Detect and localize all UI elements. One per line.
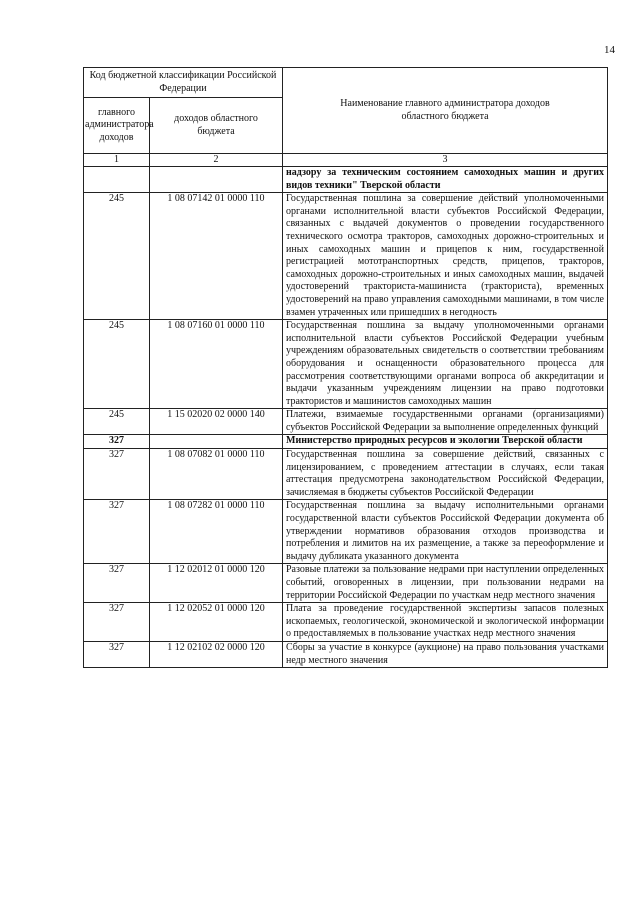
admin-code-cell: 245 — [84, 320, 150, 409]
page-number: 14 — [604, 44, 615, 56]
income-code-cell: 1 12 02052 01 0000 120 — [150, 603, 283, 642]
admin-code-cell: 327 — [84, 603, 150, 642]
admin-code-cell: 327 — [84, 564, 150, 603]
income-code-cell: 1 08 07142 01 0000 110 — [150, 193, 283, 320]
table-row — [84, 641, 608, 667]
income-code-cell: 1 08 07282 01 0000 110 — [150, 500, 283, 564]
income-code-cell: 1 12 02102 02 0000 120 — [150, 641, 283, 667]
income-code-cell: 1 12 02012 01 0000 120 — [150, 564, 283, 603]
header-income: доходов областного бюджета — [150, 98, 283, 154]
revenue-name-cell: надзору за техническим состоянием самоходных машин и других видов техники" Тверской области — [283, 167, 608, 193]
revenue-name-cell: Государственная пошлина за совершение действий уполномоченными органами исполнительной власти субъектов Российской Федерации, связанных с выдачей документов о проведении государственного технического осмотра тракторов, самоходных дорожно-строительных и иных самоходных машин и прицепов к ним, государственной регистрацией мототранспортных средств, прицепов, тракторов, самоходных дорожно-строительных и иных самоходных машин, выдачей удостоверений тракториста-машиниста (тракториста), временных удостоверений на право управления самоходными машинами, в том числе взамен утраченных или пришедших в негодность — [283, 193, 608, 320]
income-code-cell: 1 15 02020 02 0000 140 — [150, 409, 283, 435]
revenue-name-cell: Государственная пошлина за выдачу уполномоченными органами исполнительной власти субъектов Российской Федерации учебным учреждениям образовательных свидетельств о соответствии требованиям оборудования и оснащенности образовательного процесса для рассмотрения соответствующими органами вопроса об аккредитации и выдачи указанным учреждениям лицензии на право подготовки трактористов и машинистов самоходных машин — [283, 320, 608, 409]
revenue-name-cell: Сборы за участие в конкурсе (аукционе) на право пользования участками недр местного значения — [283, 641, 608, 667]
income-code-cell: 1 08 07160 01 0000 110 — [150, 320, 283, 409]
table-row — [84, 603, 608, 642]
revenue-name-cell: Разовые платежи за пользование недрами при наступлении определенных событий, оговоренных в лицензии, при пользовании недрами на территории Российской Федерации по участкам недр местного значения — [283, 564, 608, 603]
table-row — [84, 320, 608, 409]
income-code-cell — [150, 435, 283, 449]
admin-code-cell: 327 — [84, 449, 150, 500]
revenue-name-cell: Государственная пошлина за совершение действий, связанных с лицензированием, с проведением аттестации в случаях, если такая аттестация предусмотрена законодательством Российской Федерации, зачисляемая в бюджеты субъектов Российской Федерации — [283, 449, 608, 500]
admin-code-cell: 245 — [84, 409, 150, 435]
admin-code-cell: 327 — [84, 641, 150, 667]
revenue-name-cell: Министерство природных ресурсов и экологии Тверской области — [283, 435, 608, 449]
header-admin: главного администратора доходов — [84, 98, 150, 154]
table-row — [84, 409, 608, 435]
revenue-name-cell: Государственная пошлина за выдачу исполнительными органами государственной власти субъектов Российской Федерации документа об утверждении нормативов образования отходов производства и потребления и лимитов на их размещение, а также за переоформление и выдачу дубликата указанного документа — [283, 500, 608, 564]
admin-code-cell — [84, 167, 150, 193]
table-row — [84, 500, 608, 564]
admin-code-cell: 327 — [84, 435, 150, 449]
revenue-name-cell: Плата за проведение государственной экспертизы запасов полезных ископаемых, геологической, экономической и экологической информации о предоставляемых в пользование участках недр местного значения — [283, 603, 608, 642]
header-name: Наименование главного администратора доходов областного бюджета — [283, 68, 608, 154]
table-row — [84, 435, 608, 449]
header-num-2: 2 — [150, 154, 283, 167]
budget-classification-table — [83, 67, 608, 668]
table-row — [84, 167, 608, 193]
admin-code-cell: 327 — [84, 500, 150, 564]
header-num-3: 3 — [283, 154, 608, 167]
revenue-name-cell: Платежи, взимаемые государственными органами (организациями) субъектов Российской Федерации за выполнение определенных функций — [283, 409, 608, 435]
table-row — [84, 564, 608, 603]
table-row — [84, 193, 608, 320]
table-row — [84, 449, 608, 500]
header-group: Код бюджетной классификации Российской Федерации — [84, 68, 283, 98]
income-code-cell: 1 08 07082 01 0000 110 — [150, 449, 283, 500]
header-num-1: 1 — [84, 154, 150, 167]
income-code-cell — [150, 167, 283, 193]
admin-code-cell: 245 — [84, 193, 150, 320]
